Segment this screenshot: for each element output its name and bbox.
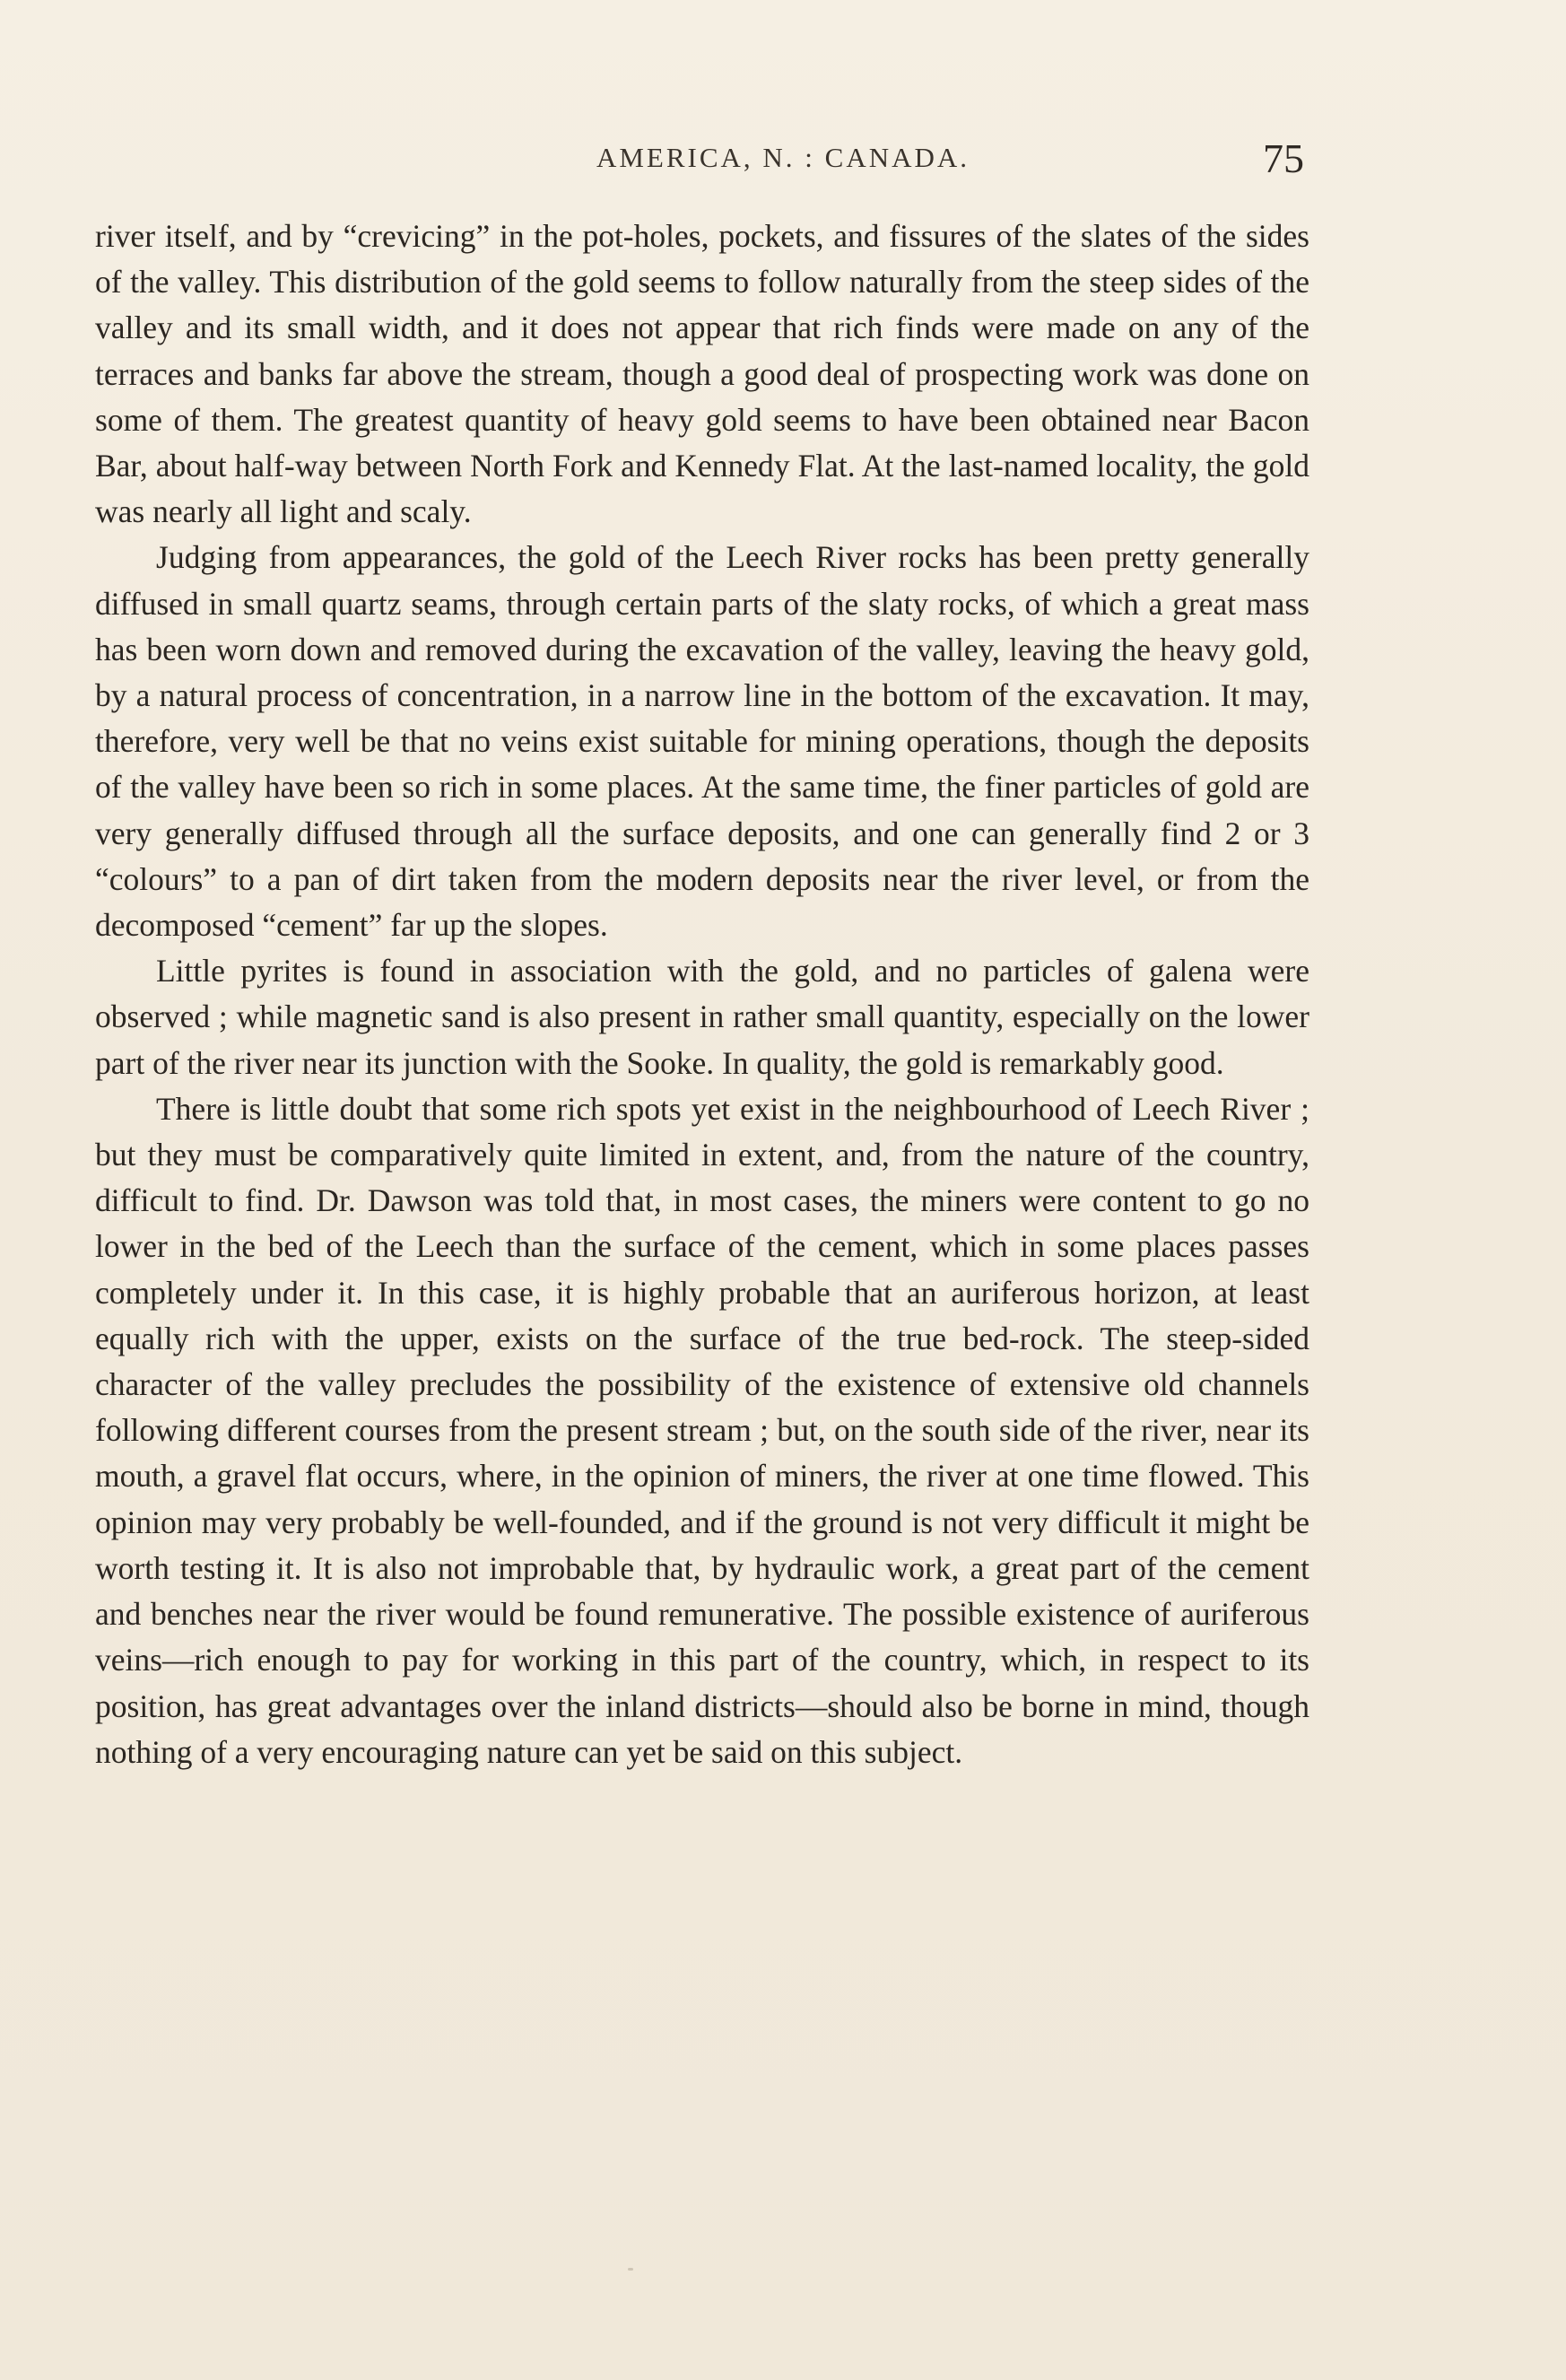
running-title: AMERICA, N. : CANADA.	[596, 142, 970, 173]
paper-speck	[628, 2268, 633, 2271]
paragraph-2: Judging from appearances, the gold of the Leech River rocks has been pretty generally diffused in small quartz seams, through certain parts of the slaty rocks, of which a great mass has been worn down and removed during the excavation of the valley, leaving the heavy gold, by a natural process of concentration, in a narrow line in the bottom of the excavation. It may, therefore, very well be that no veins exist suitable for mining operations, though the deposits of the valley have been so rich in some places. At the same time, the finer particles of gold are very generally diffused through all the surface deposits, and one can generally find 2 or 3 “colours” to a pan of dirt taken from the modern deposits near the river level, or from the decomposed “cement” far up the slopes.	[95, 539, 1309, 944]
paragraph-4: There is little doubt that some rich spots yet exist in the neighbourhood of Leech River ; but they must be comparatively quite limited in extent, and, from the nature of the country, difficult to find. Dr. Dawson was told that, in most cases, the miners were content to go no lower in the bed of the Leech than the surface of the cement, which in some places passes completely under it. In this case, it is highly probable that an auriferous horizon, at least equally rich with the upper, exists on the surface of the true bed-rock. The steep-sided character of the valley precludes the possibility of the existence of extensive old channels following different courses from the present stream ; but, on the south side of the river, near its mouth, a gravel flat occurs, where, in the opinion of miners, the river at one time flowed. This opinion may very probably be well-founded, and if the ground is not very difficult it might be worth testing it. It is also not improbable that, by hydraulic work, a great part of the cement and benches near the river would be found remunerative. The possible existence of auriferous veins—rich enough to pay for working in this part of the country, which, in respect to its position, has great advantages over the inland districts—should also be borne in mind, though nothing of a very encouraging nature can yet be said on this subject.	[95, 1090, 1309, 1770]
body-text	[95, 214, 1309, 1775]
paragraph-1: river itself, and by “crevicing” in the pot-holes, pockets, and fissures of the slates of the sides of the valley. This distribution of the gold seems to follow naturally from the steep sides of the valley and its small width, and it does not appear that rich finds were made on any of the terraces and banks far above the stream, though a good deal of prospecting work was done on some of them. The greatest quantity of heavy gold seems to have been obtained near Bacon Bar, about half-way between North Fork and Kennedy Flat. At the last-named locality, the gold was nearly all light and scaly.	[95, 218, 1309, 530]
page-number: 75	[1263, 135, 1304, 181]
running-head	[0, 135, 1566, 188]
paragraph-3: Little pyrites is found in association with the gold, and no particles of galena were observed ; while magnetic sand is also present in rather small quantity, especially on the lower part of the river near its junction with the Sooke. In quality, the gold is remarkably good.	[95, 953, 1309, 1081]
